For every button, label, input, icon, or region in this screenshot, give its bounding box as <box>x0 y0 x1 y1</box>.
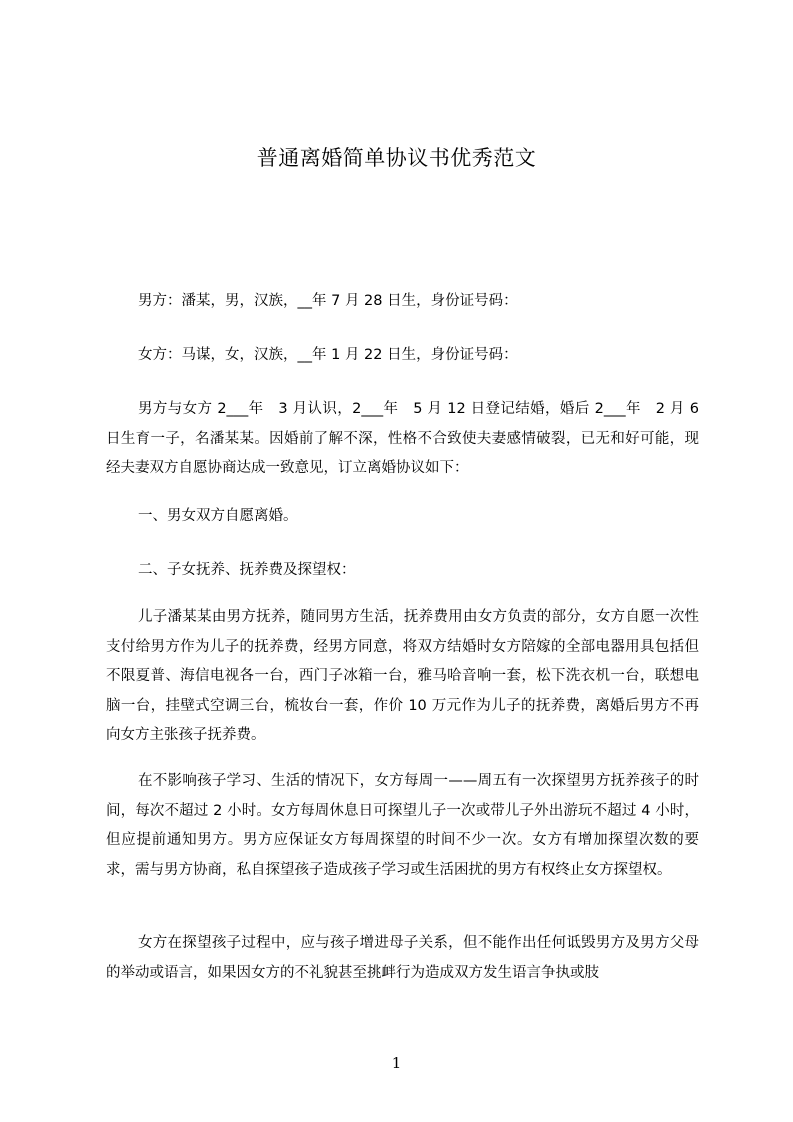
paragraph-child-custody: 儿子潘某某由男方抚养，随同男方生活，抚养费用由女方负责的部分，女方自愿一次性支付给男方作为儿子的抚养费，经男方同意，将双方结婚时女方陪嫁的全部电器用具包括但不限夏普、海信电视各一台，西门子冰箱一台，雅马哈音响一套，松下洗衣机一台，联想电脑一台，挂壁式空调三台，梳妆台一套，作价 10 万元作为儿子的抚养费，离婚后男方不再向女方主张孩子抚养费。 <box>106 609 699 743</box>
paragraph-clause-1: 一、男女双方自愿离婚。 <box>138 508 298 524</box>
document-title: 普通离婚简单协议书优秀范文 <box>256 146 537 170</box>
paragraph-wife-info: 女方：马谋，女，汉族，__年 1 月 22 日生，身份证号码： <box>138 347 518 363</box>
paragraph-visitation: 在不影响孩子学习、生活的情况下，女方每周一——周五有一次探望男方抚养孩子的时间，每次不超过 2 小时。女方每周休息日可探望儿子一次或带儿子外出游玩不超过 4 小时，但应提前通知男方。男方应保证女方每周探望的时间不少一次。女方有增加探望次数的要求，需与男方协商，私自探望孩子造成孩子学习或生活困扰的男方有权终止女方探望权。 <box>106 773 699 878</box>
page-number: 1 <box>391 1054 402 1072</box>
paragraph-visitation-conduct: 女方在探望孩子过程中，应与孩子增进母子关系，但不能作出任何诋毁男方及男方父母的举动或语言，如果因女方的不礼貌甚至挑衅行为造成双方发生语言争执或肢 <box>106 935 699 981</box>
paragraph-husband-info: 男方：潘某，男，汉族，__年 7 月 28 日生，身份证号码： <box>138 293 518 309</box>
paragraph-background: 男方与女方 2___年 3 月认识，2___年 5 月 12 日登记结婚，婚后 2___年 2 月 6 日生育一子，名潘某某。因婚前了解不深，性格不合致使夫妻感情破裂，已无和好可能，现经夫妻双方自愿协商达成一致意见，订立离婚协议如下： <box>106 401 699 476</box>
paragraph-clause-2-heading: 二、子女抚养、抚养费及探望权： <box>138 562 356 578</box>
